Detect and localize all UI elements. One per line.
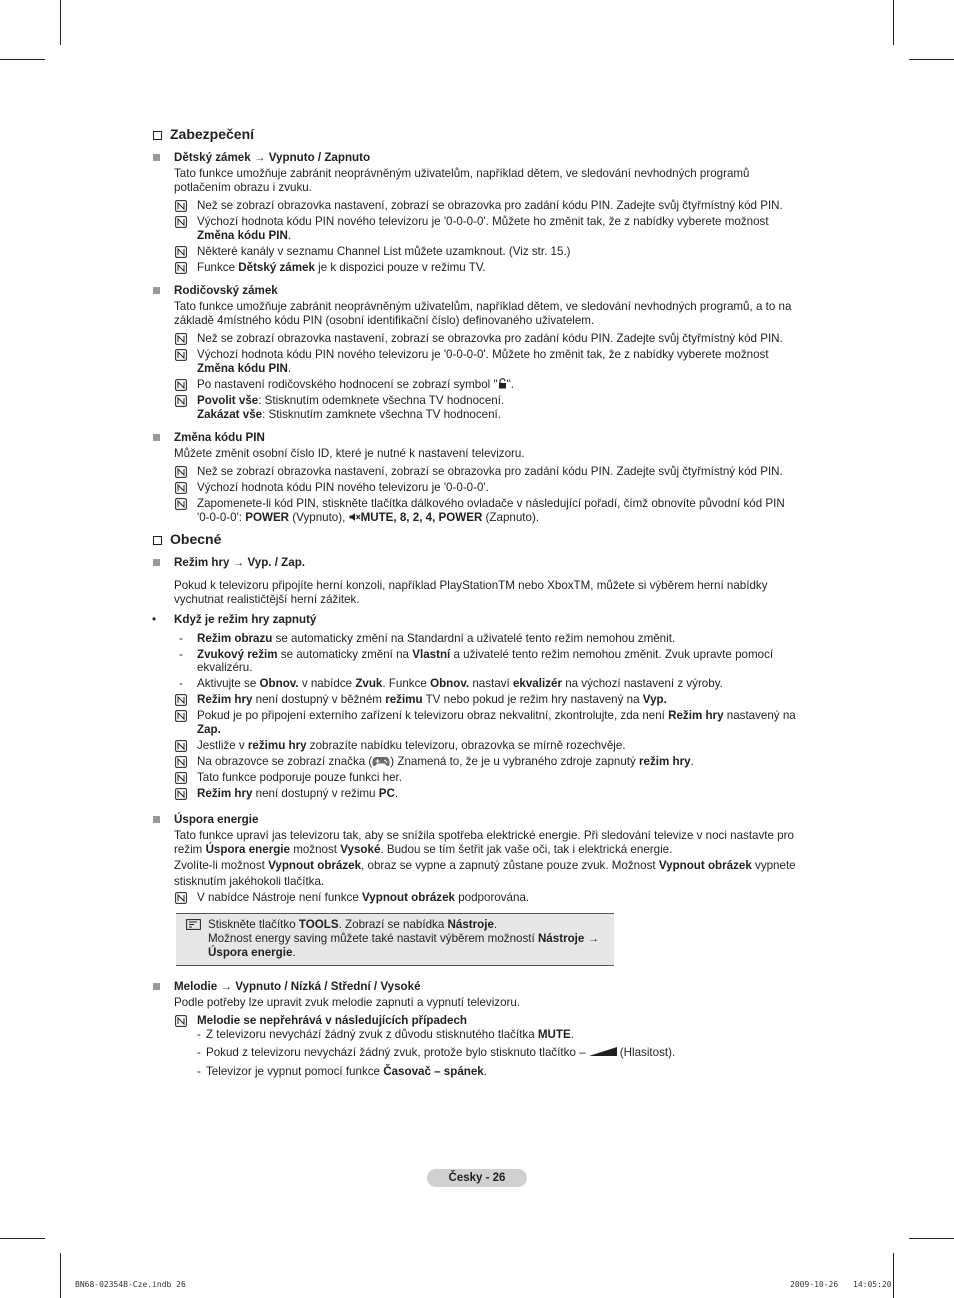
item-desc: Podle potřeby lze upravit zvuk melodie zapnutí a vypnutí televizoru. [174,996,521,1009]
bullet-heading: Když je režim hry zapnutý [174,613,317,626]
panel-text: Stiskněte tlačítko TOOLS. Zobrazí se nabídka Nástroje. [208,918,498,931]
square-bullet-icon [153,983,160,990]
note-icon [175,466,187,478]
item-title-energy: Úspora energie [174,813,259,826]
square-bullet-icon [153,559,160,566]
crop-mark [909,1238,954,1239]
footer-date: 2009-10-26 [790,1280,839,1289]
volume-ramp-icon [589,1047,617,1056]
lock-icon [498,378,507,389]
note-text: Tato funkce podporuje pouze funkci her. [197,771,402,784]
note-icon [175,498,187,510]
note-text: Pokud je po připojení externího zařízení k televizoru obraz nekvalitní, zkontrolujte, zda není Režim hry nastavený na [197,709,796,722]
note-text: Po nastavení rodičovského hodnocení se zobrazí symbol " ". [197,378,514,391]
note-text: Zapomenete-li kód PIN, stiskněte tlačítka dálkového ovladače v následující pořadí, čímž obnovíte původní kód PIN [197,497,785,510]
note-text: Funkce Dětský zámek je k dispozici pouze v režimu TV. [197,261,486,274]
panel-text: Úspora energie. [208,946,296,959]
crop-mark [893,1253,894,1298]
note-icon [175,694,187,706]
crop-mark [60,1253,61,1298]
crop-mark [909,59,954,60]
section-heading-general: Obecné [153,531,221,547]
note-text: Zakázat vše: Stisknutím zamknete všechna TV hodnocení. [197,408,501,421]
note-icon [175,740,187,752]
dash-text: Režim obrazu se automaticky změní na Standardní a uživatelé tento režim nemohou změnit. [197,632,676,645]
dash-text: Zvukový režim se automaticky změní na Vlastní a uživatelé tento režim nemohou změnit. Zvuk upravte pomocí [197,648,774,661]
note-text: Než se zobrazí obrazovka nastavení, zobrazí se obrazovka pro zadání kódu PIN. Zadejte svůj čtyřmístný kód PIN. [197,465,783,478]
note-icon [175,379,187,391]
note-text: Změna kódu PIN. [197,229,292,242]
section-heading-security: Zabezpečení [153,126,254,142]
note-text: V nabídce Nástroje není funkce Vypnout obrázek podporována. [197,891,530,904]
dash-text: Pokud z televizoru nevychází žádný zvuk, protože bylo stisknuto tlačítko – (Hlasitost). [206,1046,676,1059]
square-bullet-icon [153,816,160,823]
note-text: Než se zobrazí obrazovka nastavení, zobrazí se obrazovka pro zadání kódu PIN. Zadejte svůj čtyřmístný kód PIN. [197,199,783,212]
note-icon [175,262,187,274]
checkbox-square-icon [153,536,162,545]
item-desc: Můžete změnit osobní číslo ID, které je nutné k nastavení televizoru. [174,447,525,460]
dash-bullet: - [179,648,183,661]
note-icon [175,892,187,904]
note-text: Zap. [197,723,221,736]
note-icon [175,216,187,228]
note-text: Režim hry není dostupný v běžném režimu TV nebo pokud je režim hry nastavený na Vyp. [197,693,667,706]
crop-mark [60,0,61,45]
note-text: Výchozí hodnota kódu PIN nového televizoru je '0-0-0-0'. Můžete ho změnit tak, že z nabídky vyberete možnost [197,348,769,361]
item-desc: stisknutím jakéhokoli tlačítka. [174,875,325,888]
note-text: Režim hry není dostupný v režimu PC. [197,787,399,800]
crop-mark [0,59,45,60]
item-desc: potlačením obrazu i zvuku. [174,181,312,194]
note-text: Změna kódu PIN. [197,362,292,375]
dash-bullet: - [179,677,183,690]
checkbox-square-icon [153,131,162,140]
footer-time: 14:05:20 [853,1280,892,1289]
note-icon [175,710,187,722]
note-text: Výchozí hodnota kódu PIN nového televizoru je '0-0-0-0'. [197,481,489,494]
dash-bullet: - [197,1065,201,1078]
item-desc: vychutnat realističtější herní zážitek. [174,593,360,606]
item-title-child-lock: Dětský zámek → Vypnuto / Zapnuto [174,151,371,164]
item-title-parental-lock: Rodičovský zámek [174,284,278,297]
gamepad-icon [372,756,390,767]
panel-text: Možnost energy saving můžete také nastavit výběrem možností Nástroje → [208,932,600,945]
item-title-melody: Melodie → Vypnuto / Nízká / Střední / Vysoké [174,980,421,993]
note-text: Výchozí hodnota kódu PIN nového televizoru je '0-0-0-0'. Můžete ho změnit tak, že z nabídky vyberete možnost [197,215,769,228]
item-desc: Zvolíte-li možnost Vypnout obrázek, obraz se vypne a zapnutý zůstane pouze zvuk. Možnost Vypnout obrázek vypnete [174,859,796,872]
note-text: Na obrazovce se zobrazí značka ( ) Znamená to, že je u vybraného zdroje zapnutý režim hry. [197,755,694,768]
footer-filename: BN68-02354B-Cze.indb 26 [75,1280,186,1289]
note-icon [175,333,187,345]
note-text: '0-0-0-0': POWER (Vypnuto), MUTE, 8, 2, 4, POWER (Zapnuto). [197,511,540,524]
note-icon [175,246,187,258]
dash-text: Z televizoru nevychází žádný zvuk z důvodu stisknutého tlačítka MUTE. [206,1028,574,1041]
note-icon [175,1015,187,1027]
dash-bullet: - [179,632,183,645]
dot-bullet: • [152,613,157,626]
note-icon [175,349,187,361]
item-title-game-mode: Režim hry → Vyp. / Zap. [174,556,305,569]
mute-icon [349,512,361,522]
item-desc: Pokud k televizoru připojíte herní konzoli, například PlayStationTM nebo XboxTM, můžete si výběrem herní nabídky [174,579,768,592]
square-bullet-icon [153,154,160,161]
note-text: Než se zobrazí obrazovka nastavení, zobrazí se obrazovka pro zadání kódu PIN. Zadejte svůj čtyřmístný kód PIN. [197,332,783,345]
item-desc: Tato funkce umožňuje zabránit neoprávněným uživatelům, například dětem, ve sledování nevhodných programů [174,167,750,180]
crop-mark [893,0,894,45]
dash-text: ekvalizéru. [197,661,253,674]
note-icon [175,482,187,494]
crop-mark [0,1238,45,1239]
note-icon [175,788,187,800]
note-text: Některé kanály v seznamu Channel List můžete uzamknout. (Viz str. 15.) [197,245,571,258]
item-title-change-pin: Změna kódu PIN [174,431,265,444]
dash-text: Aktivujte se Obnov. v nabídce Zvuk. Funkce Obnov. nastaví ekvalizér na výchozí nastavení z výroby. [197,677,723,690]
note-icon [175,395,187,407]
item-desc: základě 4místného kódu PIN (osobní identifikační číslo) definovaného uživatelem. [174,314,595,327]
item-desc: Tato funkce upraví jas televizoru tak, aby se snížila spotřeba elektrické energie. Při sledování televize v noci nastavte pro [174,829,794,842]
item-desc: Tato funkce umožňuje zabránit neoprávněným uživatelům, například dětem, ve sledování nevhodných programů, a to na [174,300,792,313]
square-bullet-icon [153,287,160,294]
note-text: Jestliže v režimu hry zobrazíte nabídku televizoru, obrazovka se mírně rozechvěje. [197,739,626,752]
item-desc: režim Úspora energie možnost Vysoké. Budou se tím šetřit jak vaše oči, tak i elektrická energie. [174,843,673,856]
square-bullet-icon [153,434,160,441]
note-icon [175,756,187,768]
note-icon [175,200,187,212]
note-text: Melodie se nepřehrává v následujících případech [197,1014,467,1027]
tools-icon [186,919,201,930]
dash-text: Televizor je vypnut pomocí funkce Časovač – spánek. [206,1065,487,1078]
dash-bullet: - [197,1046,201,1059]
note-text: Povolit vše: Stisknutím odemknete všechna TV hodnocení. [197,394,505,407]
page-number-badge: Česky - 26 [427,1169,527,1187]
note-icon [175,772,187,784]
dash-bullet: - [197,1028,201,1041]
